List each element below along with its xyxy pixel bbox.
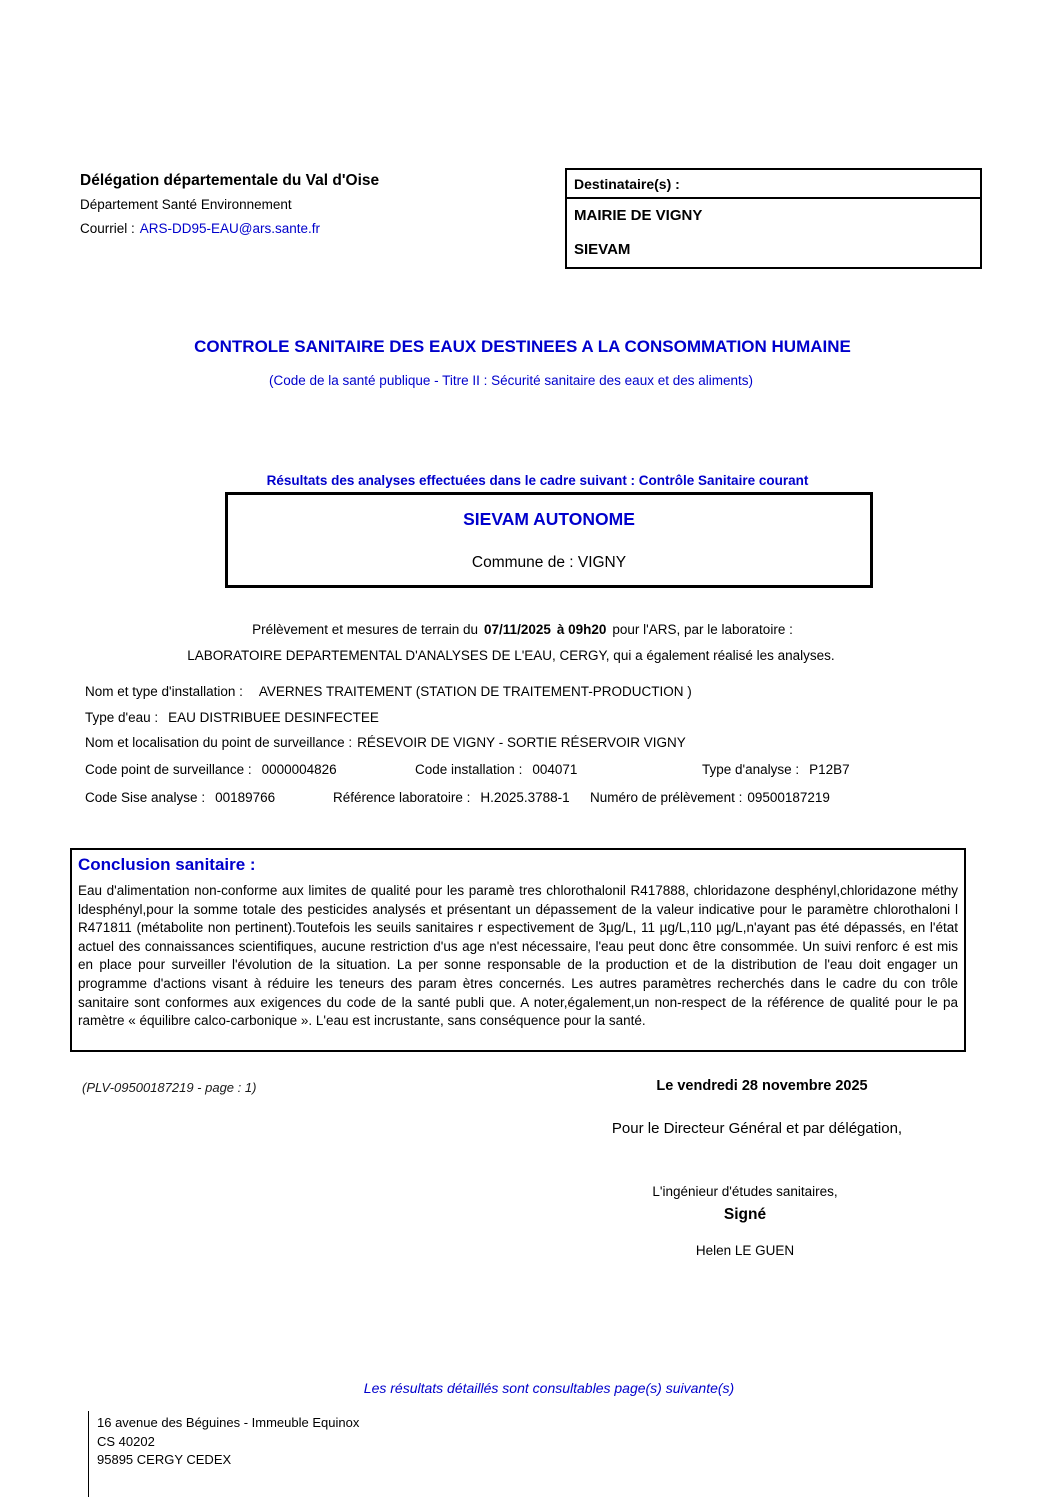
destinataire-recipient: MAIRIE DE VIGNY (574, 207, 703, 224)
ref-labo-pair (333, 790, 570, 805)
ref-labo-label: Référence laboratoire : (333, 790, 471, 805)
address-divider (88, 1411, 89, 1497)
installation-value: AVERNES TRAITEMENT (STATION DE TRAITEMENT-PRODUCTION ) (258, 684, 692, 699)
code-installation-value: 004071 (532, 762, 578, 777)
installation-row (85, 684, 985, 699)
address-line: 95895 CERGY CEDEX (97, 1452, 232, 1467)
surveillance-point-value: RÉSEVOIR DE VIGNY - SORTIE RÉSERVOIR VIGNY (357, 735, 686, 750)
type-analyse-value: P12B7 (809, 762, 850, 777)
signer-name: Helen LE GUEN (695, 1243, 795, 1258)
sample-details (85, 684, 985, 814)
email-link[interactable]: ARS-DD95-EAU@ars.sante.fr (139, 221, 321, 236)
page-reference: (PLV-09500187219 - page : 1) (82, 1080, 257, 1095)
code-point-pair (85, 762, 337, 777)
org-name: Délégation départementale du Val d'Oise (80, 172, 380, 189)
conclusion-body: Eau d'alimentation non-conforme aux limites de qualité pour les paramè tres chlorothalonil R417888, chloridazone desphényl,chloridazone méthy ldesphényl,pour la somme totale des pesticides analysés et présentant un dépassement de la valeur indicative pour le paramètre chlorothaloni l R471811 (métabolite non pertinent).Toutefois les seuils sanitaires r espectivement de 3µg/L, 11 µg/L,110 µg/L,n'ayant pas été dépassés, en l'état actuel des connaissances scientifiques, aucune restriction d'us age n'est nécessaire, l'eau peut donc être consommée. Un suivi renforc é est mis en place pour surveiller l'évolution de la situation. La per sonne responsable de la production et de la distribution de l'eau doit engager un programme d'actions visant à réduire les teneurs des param ètres concernés. Les autres paramètres recherchés dans le cadre du con trôle sanitaire sont conformes aux exigences du code de la santé publi que. A noter,également,un non-respect de la référence de qualité pour le pa ramètre « équilibre calco-carbonique ». L'eau est incrustante, sans conséquence pour la santé. (78, 883, 958, 1029)
water-type-label: Type d'eau : (85, 710, 159, 725)
delegation-line: Pour le Directeur Général et par délégation, (611, 1120, 903, 1137)
network-name: SIEVAM AUTONOME (463, 509, 635, 529)
conclusion-title: Conclusion sanitaire : (78, 855, 256, 874)
ref-labo-value: H.2025.3788-1 (480, 790, 570, 805)
type-analyse-label: Type d'analyse : (702, 762, 800, 777)
analysis-context-line: Résultats des analyses effectuées dans le cadre suivant : Contrôle Sanitaire courant (266, 473, 809, 488)
org-department: Département Santé Environnement (80, 197, 292, 212)
num-prelevement-pair (590, 790, 830, 805)
code-sise-label: Code Sise analyse : (85, 790, 206, 805)
signer-title: L'ingénieur d'études sanitaires, (652, 1184, 838, 1199)
address-block (97, 1414, 359, 1470)
code-point-value: 0000004826 (261, 762, 337, 777)
page-subtitle: (Code de la santé publique - Titre II : Sécurité sanitaire des eaux et des aliments) (268, 373, 753, 388)
code-point-label: Code point de surveillance : (85, 762, 252, 777)
installation-label: Nom et type d'installation : (85, 684, 243, 699)
num-prelevement-value: 09500187219 (747, 790, 830, 805)
type-analyse-pair (702, 762, 850, 777)
destinataires-box (565, 168, 982, 269)
destinataires-list (567, 199, 980, 283)
water-type-row (85, 710, 985, 725)
water-type-value: EAU DISTRIBUEE DESINFECTEE (168, 710, 379, 725)
destinataire-recipient: SIEVAM (574, 241, 631, 258)
commune-line: Commune de : VIGNY (471, 554, 627, 571)
sampling-suffix: pour l'ARS, par le laboratoire : (612, 622, 793, 637)
address-line: 16 avenue des Béguines - Immeuble Equinox (97, 1415, 360, 1430)
address-line: CS 40202 (97, 1433, 155, 1449)
sampling-date: 07/11/2025 (484, 622, 551, 637)
org-email-line (80, 221, 379, 236)
conclusion-box (70, 848, 966, 1052)
sampling-time: à 09h20 (556, 622, 607, 637)
code-sise-pair (85, 790, 275, 805)
page-title: CONTROLE SANITAIRE DES EAUX DESTINEES A LA CONSOMMATION HUMAINE (194, 337, 851, 356)
email-label: Courriel : (80, 221, 135, 236)
code-sise-value: 00189766 (215, 790, 276, 805)
org-block (80, 172, 379, 236)
detailed-results-note: Les résultats détaillés sont consultables page(s) suivante(s) (363, 1380, 735, 1396)
sampling-line (0, 622, 1045, 637)
destinataires-label: Destinataire(s) : (567, 170, 980, 199)
sampling-prefix: Prélèvement et mesures de terrain du (252, 622, 479, 637)
surveillance-point-row (85, 735, 985, 750)
signed-label: Signé (723, 1206, 767, 1223)
code-installation-label: Code installation : (415, 762, 523, 777)
num-prelevement-label: Numéro de prélèvement : (590, 790, 743, 805)
surveillance-point-label: Nom et localisation du point de surveillance : (85, 735, 353, 750)
document-date: Le vendredi 28 novembre 2025 (656, 1078, 868, 1094)
network-box (225, 492, 873, 588)
laboratory-line: LABORATOIRE DEPARTEMENTAL D'ANALYSES DE L'EAU, CERGY, qui a également réalisé les analyses. (187, 648, 835, 663)
code-installation-pair (415, 762, 577, 777)
